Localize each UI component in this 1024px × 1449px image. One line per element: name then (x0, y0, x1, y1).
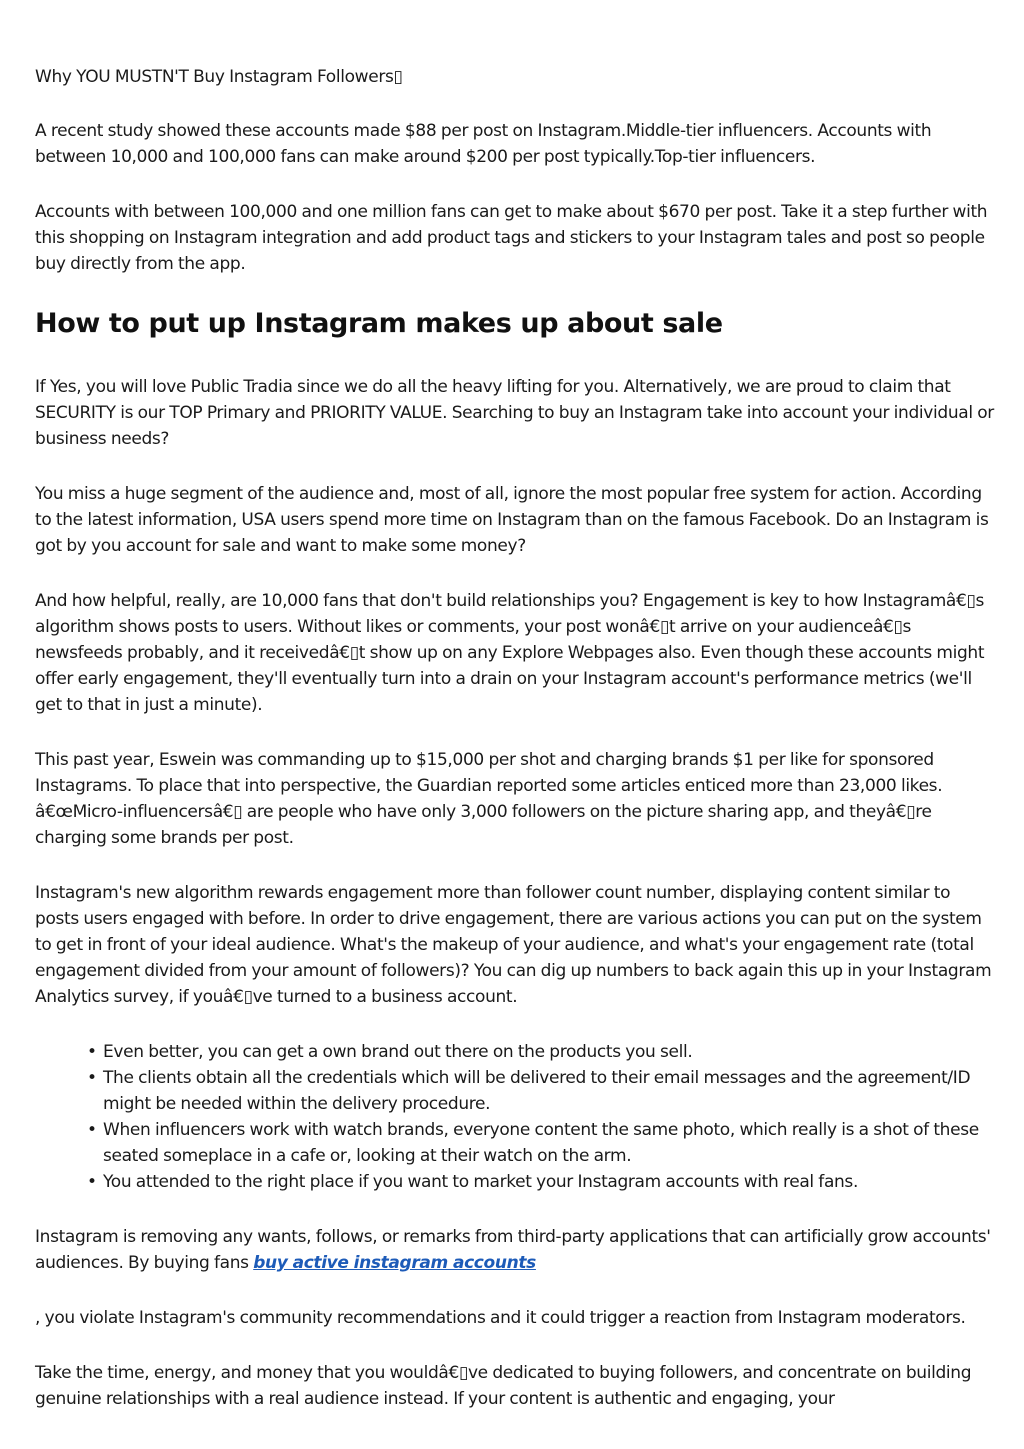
paragraph-eswein: This past year, Eswein was commanding up to $15,000 per shot and charging brands $1 per like for sponsored Instagrams. To place that into perspective, the Guardian reported some articles enticed more than 23,000 likes. â€œMicro-influencersâ€▯ are people who have only 3,000 followers on the picture sharing app, and theyâ€▯re charging some brands per post. (35, 750, 943, 848)
list-item-text: When influencers work with watch brands, everyone content the same photo, which really is a shot of these seated someplace in a cafe or, looking at their watch on the arm. (103, 1120, 979, 1166)
paragraph-top-tier: Accounts with between 100,000 and one million fans can get to make about $670 per post. Take it a step further with this shopping on Instagram integration and add product tags and stickers to your Instagram tales and post so people buy directly from the app. (35, 202, 988, 274)
paragraph-audience-segment: You miss a huge segment of the audience and, most of all, ignore the most popular free system for action. According to the latest information, USA users spend more time on Instagram than on the famous Facebook. Do an Instagram is got by you account for sale and want to make some money? (35, 484, 989, 556)
paragraph-final: Take the time, energy, and money that you wouldâ€▯ve dedicated to buying followers, and concentrate on building genuine relationships with a real audience instead. If your content is authentic and engaging, your (35, 1363, 972, 1409)
paragraph-removing-wants-text: Instagram is removing any wants, follows, or remarks from third-party applications that can artificially grow accounts' audiences. By buying fans (35, 1227, 991, 1273)
paragraph-earnings-tiers: A recent study showed these accounts made $88 per post on Instagram.Middle-tier influencers. Accounts with between 10,000 and 100,000 fans can make around $200 per post typically.Top-tier influencers. (35, 121, 932, 167)
bullet-icon: • (87, 1172, 97, 1192)
paragraph-violation: , you violate Instagram's community recommendations and it could trigger a reaction from Instagram moderators. (35, 1308, 966, 1328)
paragraph-public-tradia: If Yes, you will love Public Tradia since we do all the heavy lifting for you. Alternatively, we are proud to claim that SECURITY is our TOP Primary and PRIORITY VALUE. Searching to buy an Instagram take into account your individual or business needs? (35, 377, 994, 449)
section-heading: How to put up Instagram makes up about sale (35, 308, 723, 339)
document-page (35, 64, 995, 1441)
paragraph-engagement: And how helpful, really, are 10,000 fans that don't build relationships you? Engagement is key to how Instagramâ€▯s algorithm shows posts to users. Without likes or comments, your post wonâ€▯t arrive on your audienceâ€▯s newsfeeds probably, and it receivedâ€▯t show up on any Explore Webpages also. Even though these accounts might offer early engagement, they'll eventually turn into a drain on your Instagram account's performance metrics (we'll get to that in just a minute). (35, 591, 985, 715)
bullet-icon: • (87, 1042, 97, 1062)
list-item-text: Even better, you can get a own brand out there on the products you sell. (103, 1042, 693, 1062)
list-item (87, 1169, 995, 1195)
buy-accounts-link[interactable]: buy active instagram accounts (253, 1253, 536, 1273)
list-item (87, 1065, 995, 1117)
list-item-text: You attended to the right place if you want to market your Instagram accounts with real fans. (103, 1172, 858, 1192)
list-item (87, 1039, 995, 1065)
bullet-icon: • (87, 1120, 97, 1140)
list-item-text: The clients obtain all the credentials which will be delivered to their email messages and the agreement/ID might be needed within the delivery procedure. (103, 1068, 971, 1114)
bullet-list (35, 1039, 995, 1195)
intro-title: Why YOU MUSTN'T Buy Instagram Followers▯ (35, 67, 403, 87)
paragraph-removing-wants (35, 1224, 995, 1276)
list-item (87, 1117, 995, 1169)
bullet-icon: • (87, 1068, 97, 1088)
paragraph-algorithm: Instagram's new algorithm rewards engagement more than follower count number, displaying content similar to posts users engaged with before. In order to drive engagement, there are various actions you can put on the system to get in front of your ideal audience. What's the makeup of your audience, and what's your engagement rate (total engagement divided from your amount of followers)? You can dig up numbers to back again this up in your Instagram Analytics survey, if youâ€▯ve turned to a business account. (35, 883, 992, 1007)
